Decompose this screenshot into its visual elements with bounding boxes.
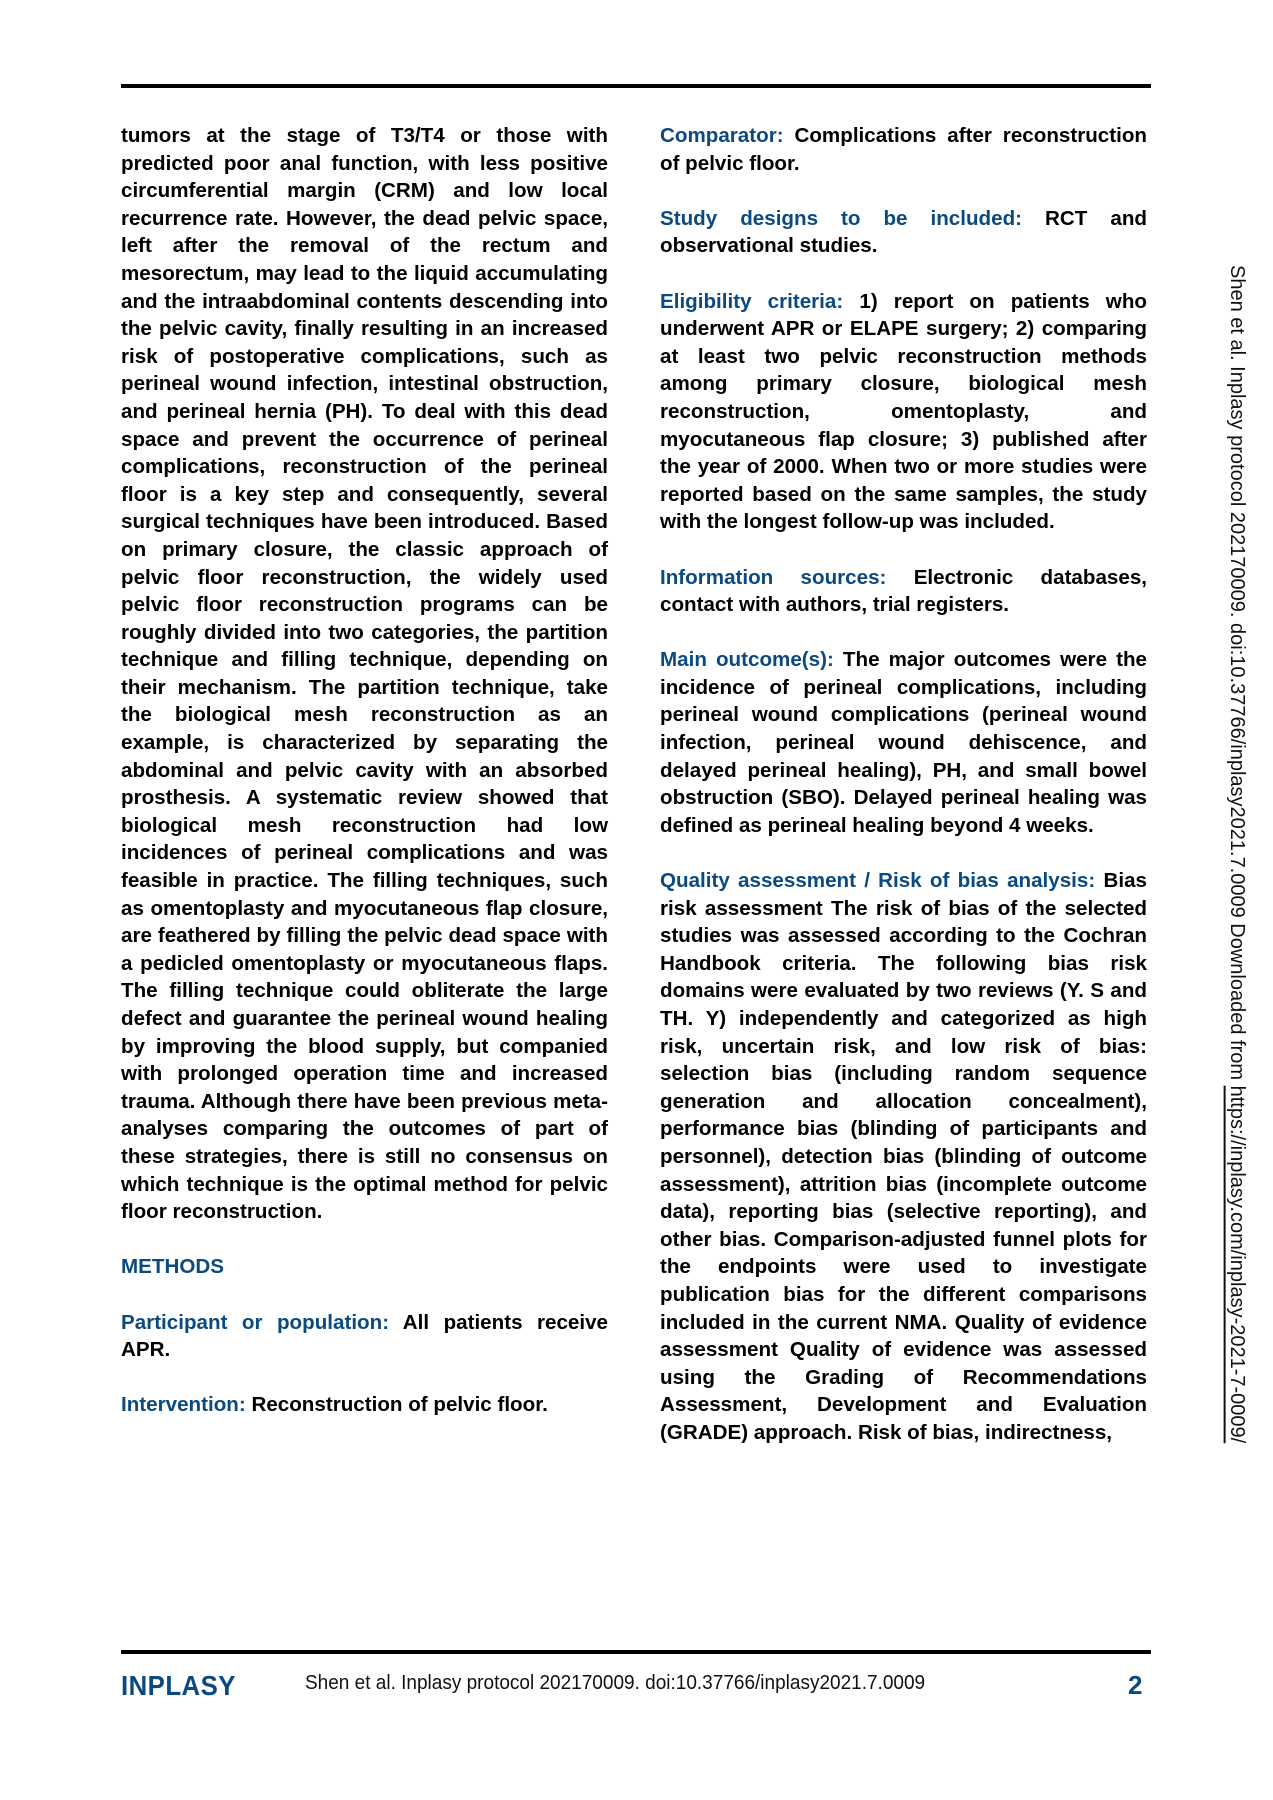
journal-logo: INPLASY	[121, 1670, 236, 1701]
study-designs-label: Study designs to be included:	[660, 206, 1023, 230]
main-outcomes-section	[660, 646, 1147, 839]
quality-assessment-section	[660, 867, 1147, 1446]
quality-assessment-text: Bias risk assessment The risk of bias of the selected studies was assessed according to the Cochran Handbook criteria. The following bias risk domains were evaluated by two reviews (Y. S and TH. Y) independently and categorized as high risk, uncertain risk, and low risk of bias: selection bias (including random sequence generation and allocation concealment), performance bias (blinding of participants and personnel), detection bias (blinding of outcome assessment), attrition bias (incomplete outcome data), reporting bias (selective reporting), and other bias. Comparison-adjusted funnel plots for the endpoints were used to investigate publication bias for the different comparisons included in the current NMA. Quality of evidence assessment Quality of evidence was assessed using the Grading of Recommendations Assessment, Development and Evaluation (GRADE) approach. Risk of bias, indirectness,	[660, 869, 1147, 1444]
eligibility-section	[660, 288, 1147, 536]
header-rule	[121, 84, 1151, 88]
footer-citation: Shen et al. Inplasy protocol 202170009. doi:10.37766/inplasy2021.7.0009	[305, 1672, 926, 1694]
study-designs-text: RCT and observational studies.	[660, 206, 1147, 258]
participant-text: All patients receive APR.	[121, 1310, 608, 1362]
intervention-text: Reconstruction of pelvic floor.	[251, 1393, 548, 1417]
intervention-label: Intervention:	[121, 1393, 246, 1417]
participant-section	[121, 1309, 608, 1364]
side-note-text: Shen et al. Inplasy protocol 202170009. doi:10.37766/inplasy2021.7.0009 Downloaded from	[1226, 265, 1248, 1086]
participant-label: Participant or population:	[121, 1310, 390, 1334]
comparator-label: Comparator:	[660, 124, 784, 147]
main-outcomes-label: Main outcome(s):	[660, 648, 834, 672]
download-link[interactable]: https://inplasy.com/inplasy-2021-7-0009/	[1226, 1085, 1248, 1444]
eligibility-text: 1) report on patients who underwent APR or ELAPE surgery; 2) comparing at least two pelvic reconstruction methods among primary closure, biological mesh reconstruction, omentoplasty, and myocutaneous flap closure; 3) published after the year of 2000. When two or more studies were reported based on the same samples, the study with the longest follow-up was included.	[660, 289, 1147, 534]
information-sources-section	[660, 564, 1147, 619]
comparator-section	[660, 122, 1147, 177]
information-sources-label: Information sources:	[660, 565, 887, 589]
intro-paragraph: tumors at the stage of T3/T4 or those with predicted poor anal function, with less positive circumferential margin (CRM) and low local recurrence rate. However, the dead pelvic space, left after the removal of the rectum and mesorectum, may lead to the liquid accumulating and the intraabdominal contents descending into the pelvic cavity, finally resulting in an increased risk of postoperative complications, such as perineal wound infection, intestinal obstruction, and perineal hernia (PH). To deal with this dead space and prevent the occurrence of perineal complications, reconstruction of the perineal floor is a key step and consequently, several surgical techniques have been introduced. Based on primary closure, the classic approach of pelvic floor reconstruction, the widely used pelvic floor reconstruction programs can be roughly divided into two categories, the partition technique and filling technique, depending on their mechanism. The partition technique, take the biological mesh reconstruction as an example, is characterized by separating the abdominal and pelvic cavity with an absorbed prosthesis. A systematic review showed that biological mesh reconstruction had low incidences of perineal complications and was feasible in practice. The filling techniques, such as omentoplasty and myocutaneous flap closure, are feathered by filling the pelvic dead space with a pedicled omentoplasty or myocutaneous flaps. The filling technique could obliterate the large defect and guarantee the perineal wound healing by improving the blood supply, but companied with prolonged operation time and increased trauma. Although there have been previous meta-analyses comparing the outcomes of part of these strategies, there is still no consensus on which technique is the optimal method for pelvic floor reconstruction.	[121, 124, 608, 1224]
methods-heading: METHODS	[121, 1255, 224, 1279]
study-designs-section	[660, 205, 1147, 260]
download-side-note	[1225, 265, 1248, 1443]
quality-assessment-label: Quality assessment / Risk of bias analysis:	[660, 869, 1096, 893]
page-number: 2	[1128, 1670, 1143, 1700]
comparator-text: Complications after reconstruction of pelvic floor.	[660, 124, 1147, 175]
information-sources-text: Electronic databases, contact with authors, trial registers.	[660, 565, 1147, 617]
main-outcomes-text: The major outcomes were the incidence of perineal complications, including perineal wound complications (perineal wound infection, perineal wound dehiscence, and delayed perineal healing), PH, and small bowel obstruction (SBO). Delayed perineal healing was defined as perineal healing beyond 4 weeks.	[660, 648, 1147, 837]
right-column	[660, 122, 1147, 1474]
left-column	[121, 122, 608, 1447]
footer-rule	[121, 1650, 1151, 1654]
intervention-section	[121, 1391, 608, 1419]
eligibility-label: Eligibility criteria:	[660, 289, 844, 313]
